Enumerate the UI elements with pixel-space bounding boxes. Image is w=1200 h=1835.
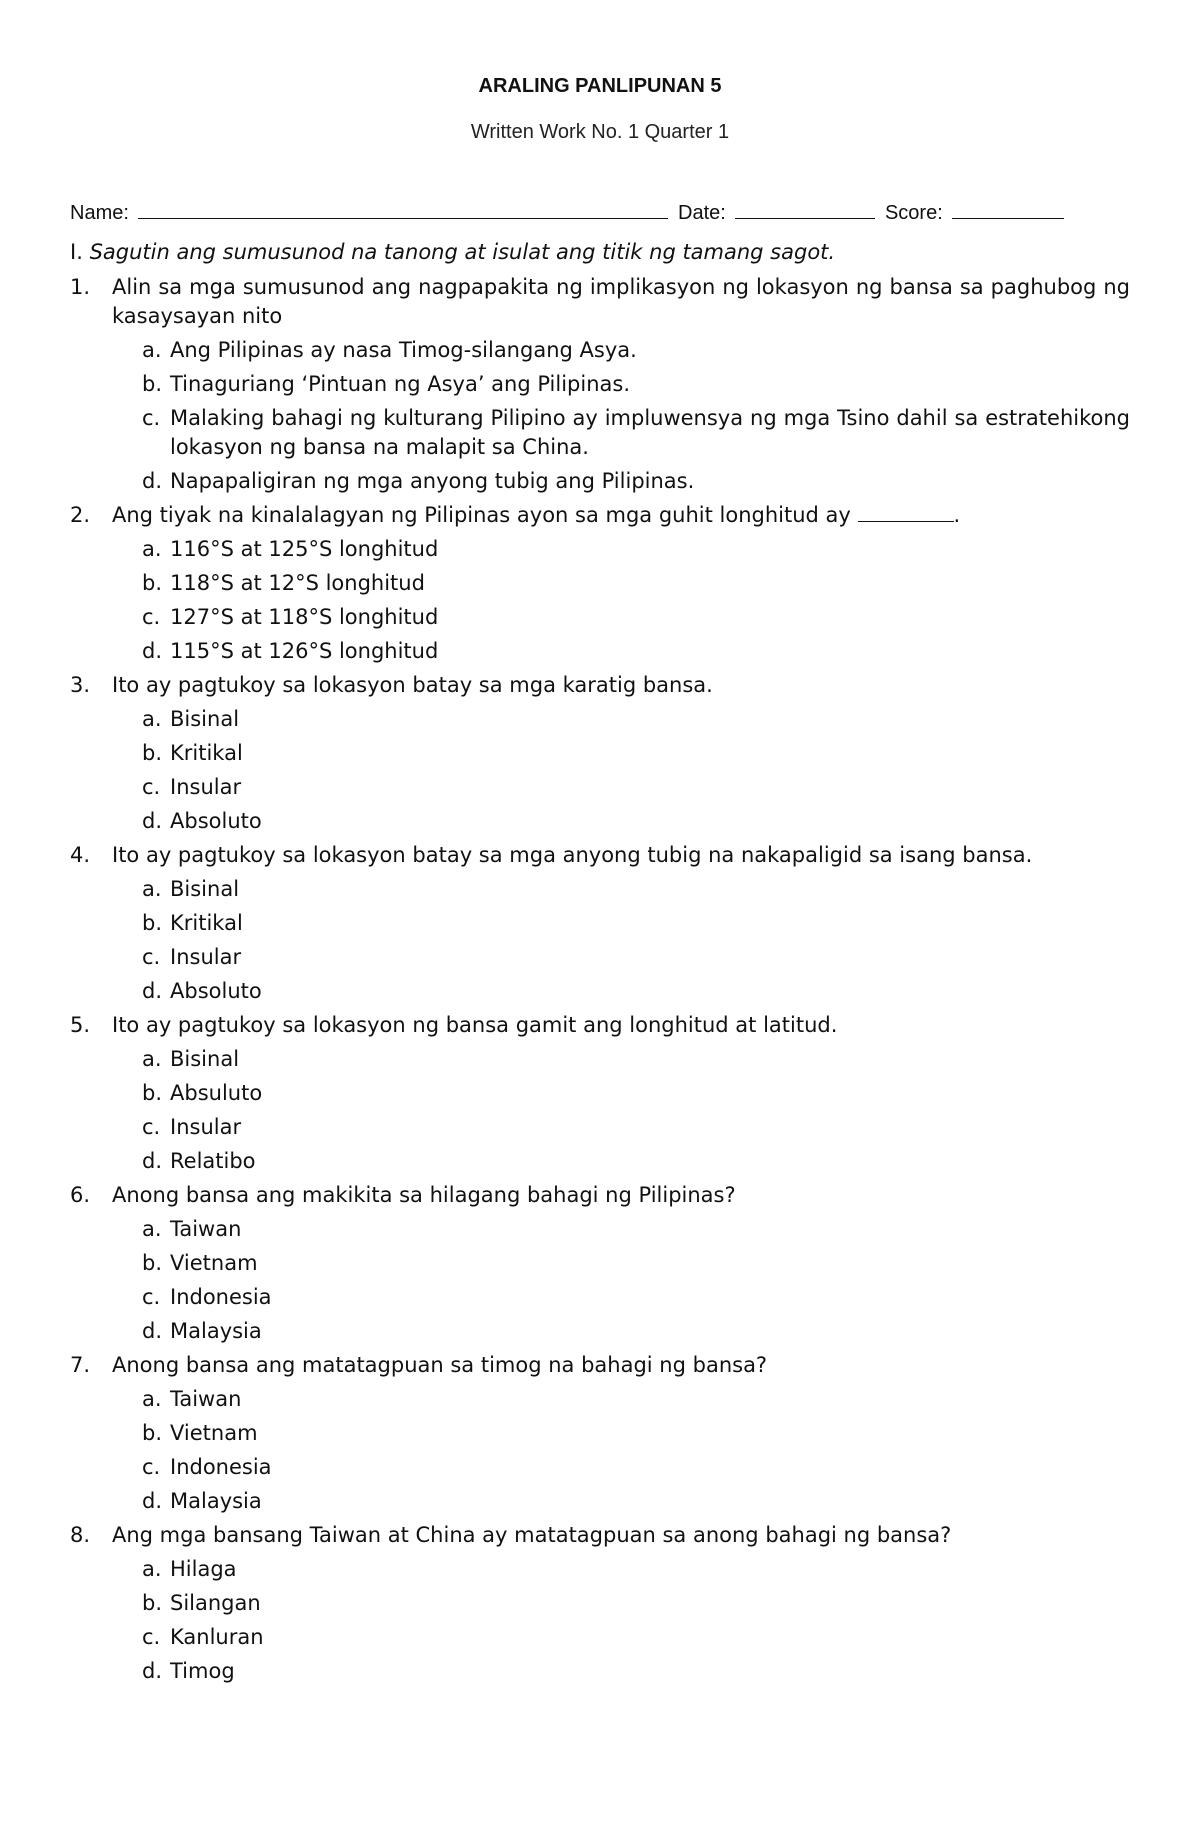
question-text-part: Ang tiyak na kinalalagyan ng Pilipinas ayon sa mga guhit longhitud ay — [112, 502, 851, 527]
choice-item — [142, 702, 1130, 736]
choice-item — [142, 367, 1130, 401]
choice-letter: c. — [142, 1624, 161, 1649]
question-item — [70, 1518, 1130, 1688]
page-subtitle: Written Work No. 1 Quarter 1 — [470, 121, 730, 143]
choice-item — [142, 1042, 1130, 1076]
question-item — [70, 668, 1130, 838]
score-blank[interactable] — [952, 198, 1064, 219]
choice-item — [142, 1450, 1130, 1484]
choice-item — [142, 736, 1130, 770]
choice-item — [142, 1382, 1130, 1416]
choice-item — [142, 1314, 1130, 1348]
instruction-number: I. — [70, 240, 83, 264]
choice-letter: a. — [142, 536, 162, 561]
student-info-line — [70, 198, 1130, 227]
choice-item — [142, 1246, 1130, 1280]
choice-list — [112, 1042, 1130, 1178]
choice-item — [142, 1654, 1130, 1688]
choice-item — [142, 1586, 1130, 1620]
choice-text: Taiwan — [170, 1386, 242, 1411]
question-item — [70, 1178, 1130, 1348]
question-number: 5. — [70, 1012, 91, 1037]
question-number: 3. — [70, 672, 91, 697]
choice-list — [112, 872, 1130, 1008]
choice-text: Bisinal — [170, 876, 240, 901]
question-number: 7. — [70, 1352, 91, 1377]
choice-text: Malaysia — [170, 1318, 262, 1343]
choice-item — [142, 464, 1130, 498]
question-text: Ang mga bansang Taiwan at China ay matatagpuan sa anong bahagi ng bansa? — [112, 1522, 952, 1547]
choice-letter: c. — [142, 944, 161, 969]
choice-text: Absoluto — [170, 978, 262, 1003]
choice-item — [142, 1484, 1130, 1518]
choice-text: Relatibo — [170, 1148, 256, 1173]
choice-text: Tinaguriang ‘Pintuan ng Asya’ ang Pilipinas. — [170, 371, 631, 396]
choice-letter: c. — [142, 1454, 161, 1479]
question-item — [70, 498, 1130, 668]
choice-letter: c. — [142, 1284, 161, 1309]
choice-text: Insular — [170, 1114, 242, 1139]
choice-item — [142, 634, 1130, 668]
choice-letter: d. — [142, 1318, 163, 1343]
score-label: Score: — [884, 202, 943, 224]
instruction-text: Sagutin ang sumusunod na tanong at isulat ang titik ng tamang sagot. — [89, 240, 836, 264]
choice-text: Ang Pilipinas ay nasa Timog-silangang Asya. — [170, 337, 637, 362]
question-number: 2. — [70, 502, 91, 527]
choice-text: Insular — [170, 944, 242, 969]
choice-text: Timog — [170, 1658, 235, 1683]
choice-letter: b. — [142, 740, 163, 765]
choice-text: Kanluran — [170, 1624, 264, 1649]
choice-list — [112, 702, 1130, 838]
choice-text: Taiwan — [170, 1216, 242, 1241]
choice-text: Indonesia — [170, 1284, 272, 1309]
choice-text: 116°S at 125°S longhitud — [170, 536, 439, 561]
question-number: 4. — [70, 842, 91, 867]
choice-list — [112, 532, 1130, 668]
choice-letter: d. — [142, 978, 163, 1003]
question-text: Ito ay pagtukoy sa lokasyon batay sa mga anyong tubig na nakapaligid sa isang bansa. — [112, 842, 1033, 867]
choice-letter: d. — [142, 1148, 163, 1173]
choice-text: Napapaligiran ng mga anyong tubig ang Pilipinas. — [170, 468, 695, 493]
question-number: 1. — [70, 274, 91, 299]
question-text: Alin sa mga sumusunod ang nagpapakita ng implikasyon ng lokasyon ng bansa sa paghubog ng kasaysayan nito — [112, 274, 1130, 328]
choice-list — [112, 1382, 1130, 1518]
choice-letter: b. — [142, 371, 163, 396]
question-text: Ito ay pagtukoy sa lokasyon batay sa mga karatig bansa. — [112, 672, 713, 697]
answer-blank[interactable] — [858, 503, 954, 522]
question-text: Anong bansa ang matatagpuan sa timog na bahagi ng bansa? — [112, 1352, 768, 1377]
instruction — [70, 235, 1130, 270]
choice-item — [142, 1280, 1130, 1314]
choice-letter: c. — [142, 604, 161, 629]
choice-text: Vietnam — [170, 1250, 258, 1275]
question-number: 8. — [70, 1522, 91, 1547]
choice-item — [142, 1416, 1130, 1450]
question-text: Anong bansa ang makikita sa hilagang bahagi ng Pilipinas? — [112, 1182, 736, 1207]
question-item — [70, 1008, 1130, 1178]
choice-item — [142, 1212, 1130, 1246]
choice-text: 118°S at 12°S longhitud — [170, 570, 425, 595]
question-text: Ito ay pagtukoy sa lokasyon ng bansa gamit ang longhitud at latitud. — [112, 1012, 838, 1037]
choice-item — [142, 940, 1130, 974]
choice-text: Insular — [170, 774, 242, 799]
choice-text: Malaysia — [170, 1488, 262, 1513]
choice-letter: d. — [142, 1488, 163, 1513]
choice-item — [142, 1076, 1130, 1110]
choice-text: Absoluto — [170, 808, 262, 833]
choice-letter: b. — [142, 1250, 163, 1275]
question-item — [70, 270, 1130, 498]
choice-text: Kritikal — [170, 740, 243, 765]
choice-list — [112, 1212, 1130, 1348]
choice-item — [142, 1110, 1130, 1144]
choice-item — [142, 401, 1130, 464]
page-title: ARALING PANLIPUNAN 5 — [478, 75, 722, 97]
choice-item — [142, 906, 1130, 940]
date-blank[interactable] — [735, 198, 875, 219]
choice-text: Silangan — [170, 1590, 261, 1615]
choice-text: Indonesia — [170, 1454, 272, 1479]
question-list — [70, 270, 1130, 1688]
choice-letter: b. — [142, 1590, 163, 1615]
choice-letter: a. — [142, 1216, 162, 1241]
choice-text: Bisinal — [170, 1046, 240, 1071]
choice-letter: a. — [142, 1046, 162, 1071]
choice-letter: b. — [142, 1080, 163, 1105]
choice-list — [112, 333, 1130, 498]
choice-item — [142, 770, 1130, 804]
choice-text: Kritikal — [170, 910, 243, 935]
choice-letter: a. — [142, 706, 162, 731]
choice-letter: b. — [142, 1420, 163, 1445]
choice-letter: d. — [142, 638, 163, 663]
choice-text: Hilaga — [170, 1556, 237, 1581]
question-text-end: . — [953, 502, 961, 527]
name-label: Name: — [70, 202, 129, 224]
question-item — [70, 1348, 1130, 1518]
choice-item — [142, 1552, 1130, 1586]
choice-letter: a. — [142, 1386, 162, 1411]
question-text — [112, 498, 1130, 532]
choice-item — [142, 566, 1130, 600]
choice-text: 115°S at 126°S longhitud — [170, 638, 439, 663]
choice-text: 127°S at 118°S longhitud — [170, 604, 439, 629]
question-item — [70, 838, 1130, 1008]
question-number: 6. — [70, 1182, 91, 1207]
choice-letter: a. — [142, 876, 162, 901]
choice-item — [142, 532, 1130, 566]
choice-letter: b. — [142, 570, 163, 595]
choice-letter: a. — [142, 337, 162, 362]
date-label: Date: — [678, 202, 726, 224]
choice-item — [142, 1620, 1130, 1654]
choice-item — [142, 872, 1130, 906]
choice-letter: d. — [142, 1658, 163, 1683]
choice-item — [142, 804, 1130, 838]
choice-text: Malaking bahagi ng kulturang Pilipino ay impluwensya ng mga Tsino dahil sa estratehikong lokasyon ng bansa na malapit sa China. — [170, 405, 1130, 459]
choice-letter: c. — [142, 774, 161, 799]
choice-text: Vietnam — [170, 1420, 258, 1445]
choice-letter: c. — [142, 1114, 161, 1139]
choice-letter: d. — [142, 808, 163, 833]
name-blank[interactable] — [138, 198, 668, 219]
choice-list — [112, 1552, 1130, 1688]
choice-letter: d. — [142, 468, 163, 493]
choice-letter: c. — [142, 405, 161, 430]
choice-item — [142, 600, 1130, 634]
choice-item — [142, 974, 1130, 1008]
choice-item — [142, 333, 1130, 367]
choice-letter: a. — [142, 1556, 162, 1581]
choice-item — [142, 1144, 1130, 1178]
choice-letter: b. — [142, 910, 163, 935]
choice-text: Absuluto — [170, 1080, 263, 1105]
choice-text: Bisinal — [170, 706, 240, 731]
